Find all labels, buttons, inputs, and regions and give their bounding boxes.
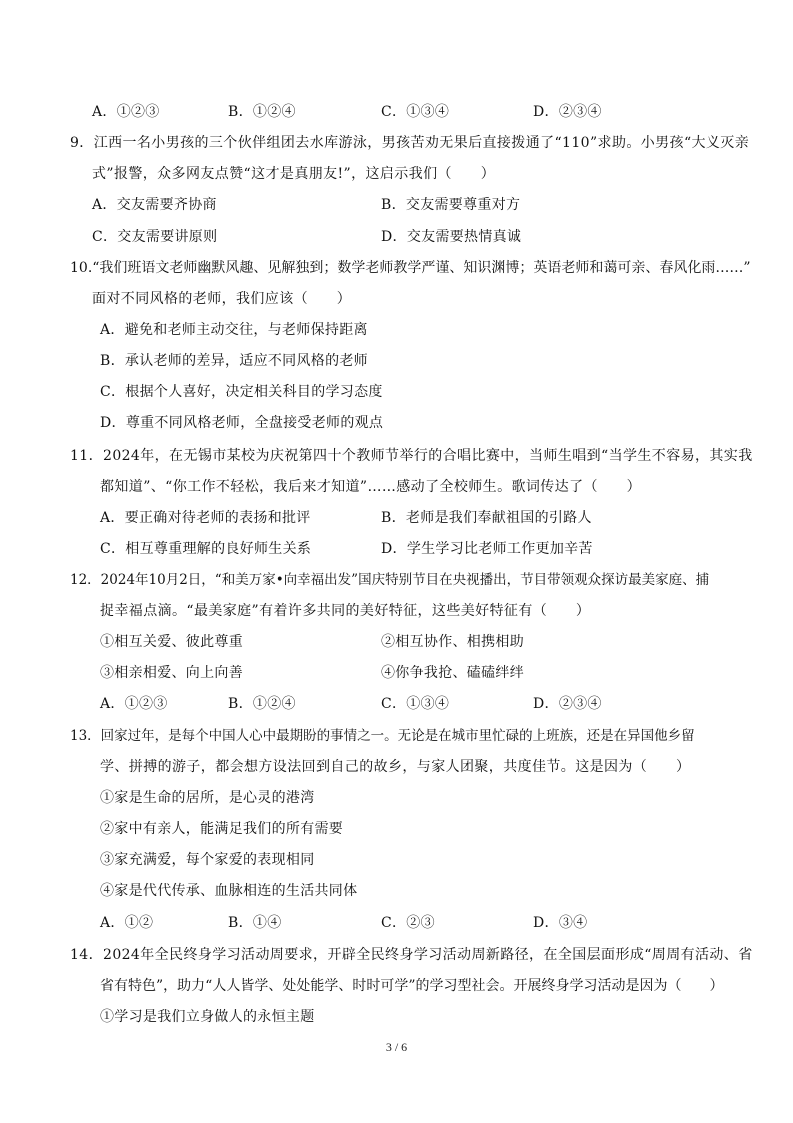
q11-stem-line-1: 11．2024年，在无锡市某校为庆祝第四十个教师节举行的合唱比赛中，当师生唱到“当学生不容易，其实我 <box>70 448 753 464</box>
q13-stem-line-2: 学、拼搏的游子，都会想方设法回到自己的故乡，与家人团聚，共度佳节。这是因为（ ） <box>100 759 691 775</box>
q13-option-d: D．③④ <box>533 915 588 931</box>
q13-item-3: ③家充满爱，每个家爱的表现相同 <box>100 852 315 868</box>
q8-option-a: A．①②③ <box>92 104 160 120</box>
q13-option-b: B．①④ <box>228 915 282 931</box>
q9-stem-line-1: 9．江西一名小男孩的三个伙伴组团去水库游泳，男孩苦劝无果后直接拨通了“110”求助。小男孩“大义灭亲 <box>70 135 750 151</box>
q11-option-d: D．学生学习比老师工作更加辛苦 <box>381 541 593 557</box>
q14-item-1: ①学习是我们立身做人的永恒主题 <box>100 1009 315 1025</box>
q12-stem-line-1: 12．2024年10月2日，“和美万家•向幸福出发”国庆特别节目在央视播出，节目带领观众探访最美家庭、捕 <box>70 572 710 588</box>
q13-stem-line-1: 13．回家过年，是每个中国人心中最期盼的事情之一。无论是在城市里忙碌的上班族，还是在异国他乡留 <box>70 728 695 744</box>
q9-option-d: D．交友需要热情真诚 <box>381 229 522 245</box>
q12-stem-line-2: 捉幸福点滴。“最美家庭”有着许多共同的美好特征，这些美好特征有（ ） <box>100 603 591 619</box>
q9-stem-line-2: 式”报警，众多网友点赞“这才是真朋友!”，这启示我们（ ） <box>92 166 496 182</box>
q14-stem-line-2: 省有特色”，助力“人人皆学、处处能学、时时可学”的学习型社会。开展终身学习活动是因为（ ） <box>100 978 724 994</box>
q12-option-b: B．①②④ <box>228 696 296 712</box>
q8-option-c: C．①③④ <box>381 104 450 120</box>
q8-option-d: D．②③④ <box>533 104 602 120</box>
q14-stem-line-1: 14．2024年全民终身学习活动周要求，开辟全民终身学习活动周新路径，在全国层面形成“周周有活动、省 <box>70 947 753 963</box>
q11-stem-line-2: 都知道”、“你工作不轻松，我后来才知道”……感动了全校师生。歌词传达了（ ） <box>100 479 642 495</box>
q10-stem-line-2: 面对不同风格的老师，我们应该（ ） <box>92 291 352 307</box>
q13-item-1: ①家是生命的居所，是心灵的港湾 <box>100 790 315 806</box>
q10-option-c: C．根据个人喜好，决定相关科目的学习态度 <box>100 384 383 400</box>
q10-stem-line-1: 10.“我们班语文老师幽默风趣、见解独到；数学老师教学严谨、知识渊博；英语老师和蔼可亲、春风化雨……” <box>70 260 751 276</box>
q12-item-1: ①相互关爱、彼此尊重 <box>100 634 243 650</box>
q9-option-c: C．交友需要讲原则 <box>92 229 218 245</box>
q12-item-4: ④你争我抢、磕磕绊绊 <box>381 665 524 681</box>
q13-item-2: ②家中有亲人，能满足我们的所有需要 <box>100 821 344 837</box>
page-number: 3 / 6 <box>385 1040 408 1054</box>
q8-option-b: B．①②④ <box>228 104 296 120</box>
q12-option-c: C．①③④ <box>381 696 450 712</box>
q12-item-3: ③相亲相爱、向上向善 <box>100 665 243 681</box>
q13-item-4: ④家是代代传承、血脉相连的生活共同体 <box>100 883 358 899</box>
q12-option-a: A．①②③ <box>100 696 168 712</box>
q11-option-b: B．老师是我们奉献祖国的引路人 <box>381 510 592 526</box>
q13-option-c: C．②③ <box>381 915 435 931</box>
q10-option-a: A．避免和老师主动交往，与老师保持距离 <box>100 322 368 338</box>
q11-option-c: C．相互尊重理解的良好师生关系 <box>100 541 312 557</box>
q9-option-b: B．交友需要尊重对方 <box>381 197 521 213</box>
q13-option-a: A．①② <box>100 915 154 931</box>
q12-item-2: ②相互协作、相携相助 <box>381 634 524 650</box>
q10-option-d: D．尊重不同风格老师，全盘接受老师的观点 <box>100 415 384 431</box>
q11-option-a: A．要正确对待老师的表扬和批评 <box>100 510 311 526</box>
q12-option-d: D．②③④ <box>533 696 602 712</box>
q9-option-a: A．交友需要齐协商 <box>92 197 217 213</box>
q10-option-b: B．承认老师的差异，适应不同风格的老师 <box>100 353 368 369</box>
